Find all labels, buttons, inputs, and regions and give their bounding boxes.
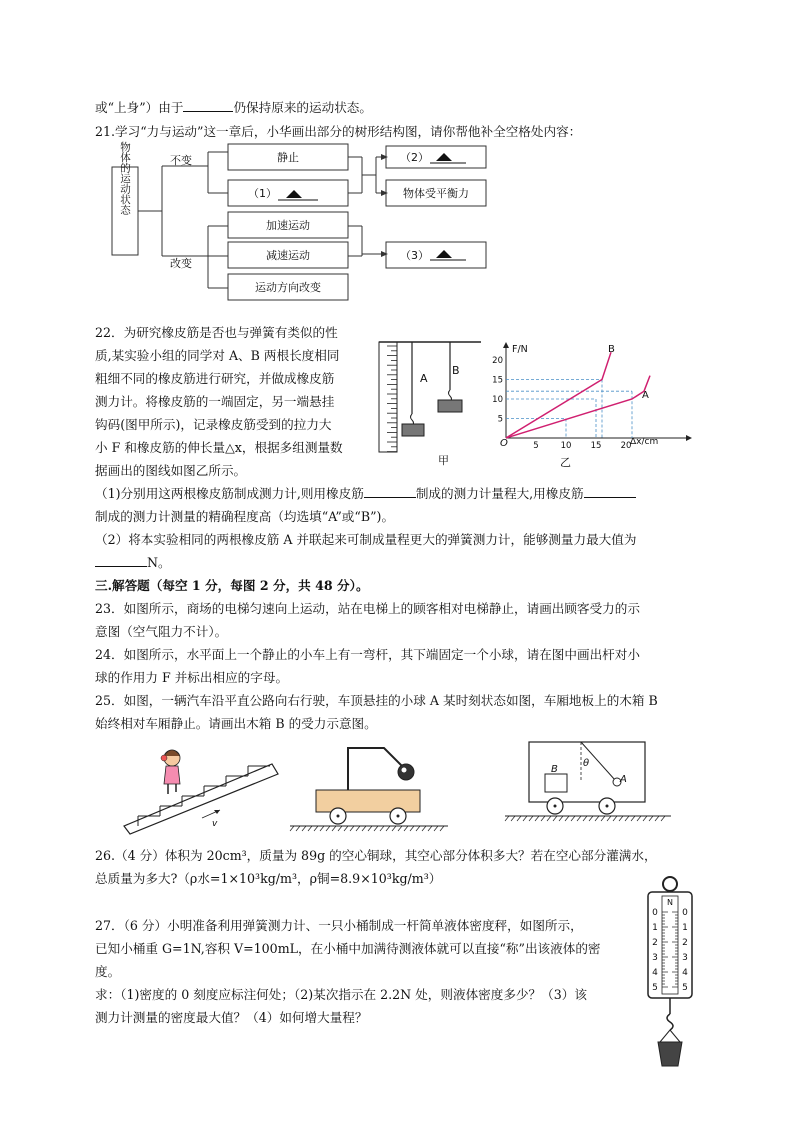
scale-label: 4 <box>652 968 658 978</box>
scale-label: 3 <box>652 953 658 963</box>
q22-line: 粗细不同的橡皮筋进行研究，并做成橡皮筋 <box>95 371 335 386</box>
ground-hatch <box>416 826 420 831</box>
ground-hatch <box>428 826 432 831</box>
q25-line: 始终相对车厢静止。请画出木箱 B 的受力示意图。 <box>95 716 377 731</box>
ground-hatch <box>613 816 617 821</box>
weight-a <box>402 424 424 436</box>
x-tick-label: 10 <box>560 441 572 451</box>
ground-hatch <box>344 826 348 831</box>
ground-hatch <box>368 826 372 831</box>
scale-label: 5 <box>682 983 688 993</box>
label-b: B <box>551 764 558 775</box>
ground-hatch <box>440 826 444 831</box>
ground-hatch <box>631 816 635 821</box>
q27-line: 度。 <box>95 964 121 979</box>
q22-line: 质,某实验小组的同学对 A、B 两根长度相同 <box>95 348 340 363</box>
girl-figure <box>161 750 180 794</box>
ground-hatch <box>398 826 402 831</box>
ground-hatch <box>332 826 336 831</box>
scale-label: 2 <box>652 938 658 948</box>
scale-label: 2 <box>682 938 688 948</box>
x-tick-label: 15 <box>590 441 602 451</box>
scale-label: 0 <box>682 908 688 918</box>
blank1-label: （1） <box>248 187 277 200</box>
ground-hatch <box>643 816 647 821</box>
q20-tail: 或“上身”）由于 仍保持原来的运动状态。 <box>95 97 372 119</box>
q22-part1-cont: 制成的测力计测量的精确程度高（均选填“A”或“B”)。 <box>95 509 395 524</box>
cart-body <box>316 790 420 812</box>
ground-hatch <box>559 816 563 821</box>
ground-hatch <box>386 826 390 831</box>
ground-hatch <box>302 826 306 831</box>
velocity-label: v <box>212 819 218 829</box>
ground-hatch <box>529 816 533 821</box>
x-tick-label: 5 <box>533 441 539 451</box>
scale-label: 1 <box>682 923 688 933</box>
ground-hatch <box>404 826 408 831</box>
x-axis-label: Δx/cm <box>630 437 659 447</box>
ground-hatch <box>535 816 539 821</box>
ground-hatch <box>290 826 294 831</box>
ground-hatch <box>410 826 414 831</box>
ruler <box>379 342 397 452</box>
ground-hatch <box>308 826 312 831</box>
scale-label: 5 <box>652 983 658 993</box>
ground-hatch <box>505 816 509 821</box>
ground-hatch <box>374 826 378 831</box>
ground-hatch <box>350 826 354 831</box>
ground-hatch <box>571 816 575 821</box>
blank-line[interactable] <box>95 552 147 567</box>
blank-line[interactable] <box>364 483 416 498</box>
force-motion-tree-diagram <box>100 142 500 302</box>
triangle-icon <box>286 190 302 198</box>
figure-escalator <box>120 746 280 836</box>
ground-hatch <box>314 826 318 831</box>
ground-hatch <box>326 826 330 831</box>
q24-line: 24．如图所示，水平面上一个静止的小车上有一弯杆，其下端固定一个小球，请在图中画出杆对小 <box>95 647 640 662</box>
q22-part1: （1)分别用这两根橡皮筋制成测力计,则用橡皮筋 制成的测力计量程大,用橡皮筋 <box>95 483 636 505</box>
y-axis-label: F/N <box>512 344 528 355</box>
ground-hatch <box>356 826 360 831</box>
figure-yi-graph <box>492 342 706 472</box>
q27-line: 求：（1)密度的 0 刻度应标注何处；（2)某次指示在 2.2N 处，则液体密度多少？（3）该 <box>95 987 587 1002</box>
ground-hatch <box>607 816 611 821</box>
escalator-incline <box>124 764 278 834</box>
ground-hatch <box>541 816 545 821</box>
decel-label: 减速运动 <box>266 249 310 262</box>
y-tick-label: 5 <box>497 414 503 425</box>
q27-line: 27．（6 分）小明准备利用弹簧测力计、一只小桶制成一杆简单液体密度秤，如图所示， <box>95 918 583 933</box>
section-3-heading: 三.解答题（每空 1 分，每图 2 分，共 48 分）。 <box>95 578 369 593</box>
balanced-label: 物体受平衡力 <box>403 187 469 200</box>
changed-label: 改变 <box>170 257 192 270</box>
ground-hatch <box>320 826 324 831</box>
blank-line[interactable] <box>584 483 636 498</box>
weight-b <box>438 400 462 412</box>
blank2-label: （2） <box>400 151 429 164</box>
ground-hatch <box>577 816 581 821</box>
q27-line: 测力计测量的密度最大值？（4）如何增大量程？ <box>95 1010 368 1025</box>
caption-jia: 甲 <box>438 454 449 467</box>
ground-hatch <box>553 816 557 821</box>
figure-cart-rod <box>290 742 450 834</box>
box-b <box>545 774 567 792</box>
y-tick-label: 15 <box>492 375 503 386</box>
label-a: A <box>620 774 627 785</box>
ground-hatch <box>511 816 515 821</box>
scale-label: 4 <box>682 968 688 978</box>
ground-hatch <box>547 816 551 821</box>
figure-jia-apparatus <box>376 338 486 468</box>
ground-hatch <box>661 816 665 821</box>
ground-hatch <box>655 816 659 821</box>
curve-b <box>506 352 611 438</box>
ground-hatch <box>422 826 426 831</box>
static-label: 静止 <box>277 151 299 164</box>
ground-hatch <box>649 816 653 821</box>
ground-hatch <box>583 816 587 821</box>
accel-label: 加速运动 <box>266 219 310 232</box>
label-a: A <box>420 372 428 385</box>
q22-part2-cont: N。 <box>95 552 171 574</box>
q24-line: 球的作用力 F 并标出相应的字母。 <box>95 670 289 685</box>
direction-label: 运动方向改变 <box>255 281 321 294</box>
ground-hatch <box>517 816 521 821</box>
origin-label: O <box>500 438 508 449</box>
q22-line: 钩码(图甲所示)，记录橡皮筋受到的拉力大 <box>95 417 332 432</box>
caption-yi: 乙 <box>560 456 571 469</box>
scale-label: 0 <box>652 908 658 918</box>
bucket <box>658 1042 682 1066</box>
blank1-box <box>228 180 348 206</box>
ground-hatch <box>392 826 396 831</box>
scale-unit: N <box>667 898 673 907</box>
ground-hatch <box>625 816 629 821</box>
curve-b-label: B <box>608 344 615 355</box>
ground-hatch <box>434 826 438 831</box>
blank-line[interactable] <box>183 97 233 112</box>
root-label: 物体的运动状态 <box>119 141 131 215</box>
ground-hatch <box>619 816 623 821</box>
ground-hatch <box>595 816 599 821</box>
q26-line: 26.（4 分）体积为 20cm³，质量为 89g 的空心铜球，其空心部分体积多大？若在空心部分灌满水， <box>95 848 657 863</box>
y-tick-label: 10 <box>492 395 503 405</box>
figure-car-box <box>505 738 671 830</box>
ground-hatch <box>338 826 342 831</box>
ground-hatch <box>296 826 300 831</box>
q27-line: 已知小桶重 G=1N,容积 V=100mL，在小桶中加满待测液体就可以直接“称”出该液体的密 <box>95 941 601 956</box>
ball <box>398 764 414 780</box>
ground-hatch <box>380 826 384 831</box>
label-b: B <box>452 364 460 377</box>
q21-stem: 21.学习“力与运动”这一章后，小华画出部分的树形结构图，请你帮他补全空格处内容： <box>95 124 582 139</box>
q22-line: 据画出的图线如图乙所示。 <box>95 463 247 478</box>
y-tick-label: 20 <box>492 356 503 366</box>
figure-spring-scale <box>642 874 698 1070</box>
theta-label: θ <box>583 758 590 769</box>
ground-hatch <box>523 816 527 821</box>
q22-line: 小 F 和橡皮筋的伸长量△x，根据多组测量数 <box>95 440 343 455</box>
ground-hatch <box>601 816 605 821</box>
q26-line: 总质量为多大?（ρ水=1×10³kg/m³，ρ铜=8.9×10³kg/m³） <box>95 871 442 886</box>
scale-label: 1 <box>652 923 658 933</box>
unchanged-label: 不变 <box>170 154 192 167</box>
q22-line: 22．为研究橡皮筋是否也与弹簧有类似的性 <box>95 325 338 340</box>
curve-a <box>506 376 650 438</box>
q23-line: 23．如图所示，商场的电梯匀速向上运动，站在电梯上的顾客相对电梯静止，请画出顾客受力的示 <box>95 601 640 616</box>
q25-line: 25．如图，一辆汽车沿平直公路向右行驶，车顶悬挂的小球 A 某时刻状态如图，车厢地板上的木箱 B <box>95 693 658 708</box>
ground-hatch <box>589 816 593 821</box>
triangle-icon <box>436 153 452 161</box>
ground-hatch <box>637 816 641 821</box>
curve-a-label: A <box>642 390 649 401</box>
x-tick-label: 20 <box>620 441 632 451</box>
bent-rod <box>348 748 402 790</box>
ground-hatch <box>362 826 366 831</box>
scale-label: 3 <box>682 953 688 963</box>
triangle-icon <box>436 250 452 258</box>
blank3-label: （3） <box>400 249 429 262</box>
ground-hatch <box>565 816 569 821</box>
q22-part2: （2）将本实验相同的两根橡皮筋 A 并联起来可制成量程更大的弹簧测力计，能够测量力最大值为 <box>95 532 637 547</box>
q22-line: 测力计。将橡皮筋的一端固定，另一端悬挂 <box>95 394 335 409</box>
car-body <box>529 742 645 802</box>
q23-line: 意图（空气阻力不计）。 <box>95 624 228 639</box>
